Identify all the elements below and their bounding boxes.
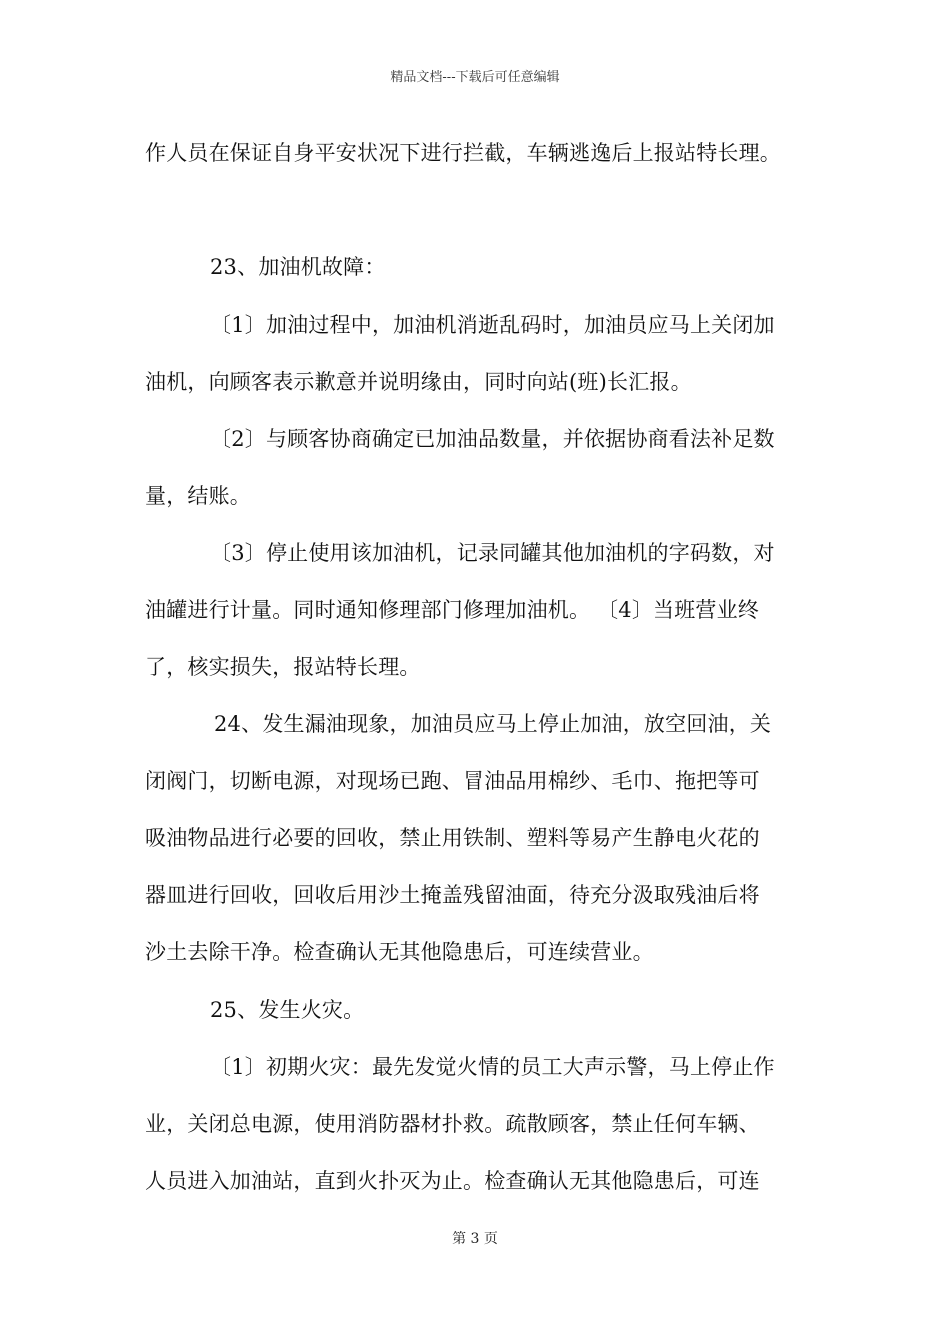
text-line: 〔2〕与顾客协商确定已加油品数量，并依据协商看法补足数: [210, 427, 775, 451]
text-line: 器皿进行回收，回收后用沙土掩盖残留油面，待充分汲取残油后将: [145, 883, 760, 907]
section-heading-23: 23、加油机故障：: [210, 255, 386, 279]
text-line: 闭阀门，切断电源，对现场已跑、冒油品用棉纱、毛巾、拖把等可: [145, 769, 760, 793]
text-line: 作人员在保证自身平安状况下进行拦截，车辆逃逸后上报站特长理。: [145, 141, 781, 165]
text-line: 〔1〕初期火灾：最先发觉火情的员工大声示警，马上停止作: [210, 1055, 775, 1079]
text-line: 〔1〕加油过程中，加油机消逝乱码时，加油员应马上关闭加: [210, 313, 775, 337]
text-line: 人员进入加油站，直到火扑灭为止。检查确认无其他隐患后，可连: [145, 1169, 760, 1193]
text-line: 量，结账。: [145, 484, 251, 508]
section-heading-25: 25、发生火灾。: [210, 998, 365, 1022]
page-header: 精品文档---下载后可任意编辑: [390, 70, 560, 85]
text-line: 油罐进行计量。同时通知修理部门修理加油机。 〔4〕当班营业终: [145, 598, 760, 622]
text-line: 沙土去除干净。检查确认无其他隐患后，可连续营业。: [145, 940, 654, 964]
text-line: 吸油物品进行必要的回收，禁止用铁制、塑料等易产生静电火花的: [145, 826, 760, 850]
text-line: 〔3〕停止使用该加油机，记录同罐其他加油机的字码数，对: [210, 541, 775, 565]
text-line: 了，核实损失，报站特长理。: [145, 655, 421, 679]
section-heading-24: 24、发生漏油现象，加油员应马上停止加油，放空回油，关: [214, 712, 772, 736]
page-number: 第 3 页: [452, 1231, 498, 1247]
text-line: 业，关闭总电源，使用消防器材扑救。疏散顾客，禁止任何车辆、: [145, 1112, 760, 1136]
text-line: 油机，向顾客表示歉意并说明缘由，同时向站(班)长汇报。: [145, 370, 692, 394]
